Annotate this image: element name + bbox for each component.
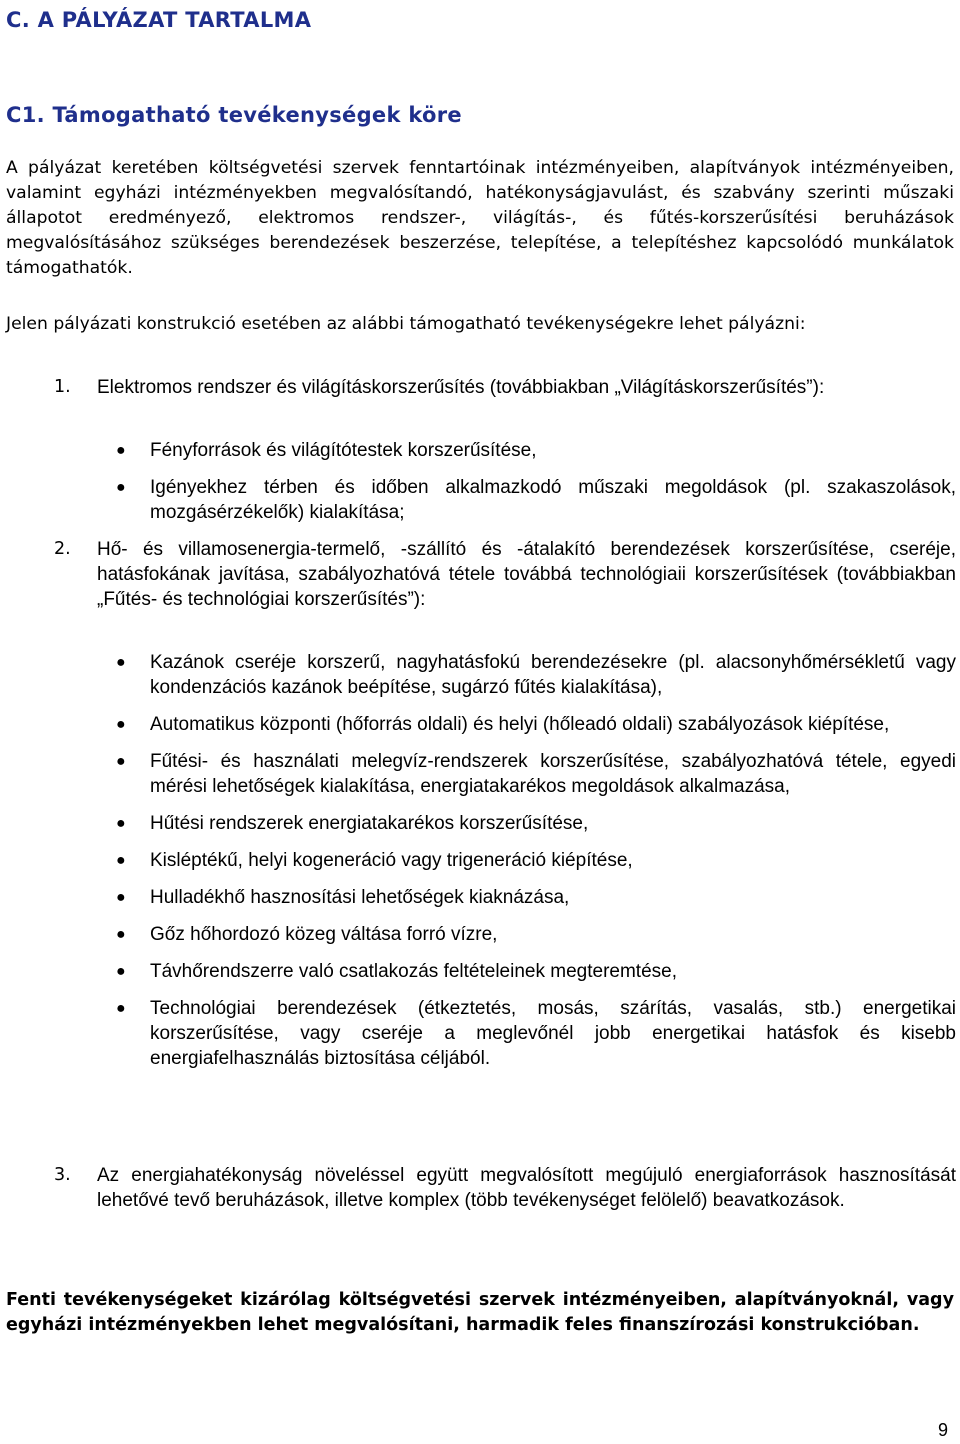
list-item: ● Hűtési rendszerek energiatakarékos korszerűsítése, [116,813,589,834]
list-item: ● Kisléptékű, helyi kogeneráció vagy trigeneráció kiépítése, [116,850,633,871]
bullet-icon: ● [116,442,126,459]
intro-paragraph: A pályázat keretében költségvetési szervek fenntartóinak intézményeiben, alapítványok intézményeiben, valamint egyházi intézményekben megvalósítandó, hatékonyságjavulást, és szabvány szerinti műszaki állapotot eredményező, elektromos rendszer-, világítás-, és fűtés-korszerűsítési beruházások megvalósításához szükséges berendezések beszerzése, telepítése, a telepítéshez kapcsolódó munkálatok támogathatók. [6,158,954,278]
list-item: ● Igényekhez térben és időben alkalmazkodó műszaki megoldások (pl. szakaszolások, mozgásérzékelők) kialakítása; [116,477,956,523]
bullet-icon: ● [116,926,126,943]
list-item: ● Technológiai berendezések (étkeztetés, mosás, szárítás, vasalás, stb.) energetikai korszerűsítése, vagy cseréje a meglevőnél jobb energetikai hatásfok és kisebb energiafelhasználás biztosítása céljából. [116,998,956,1069]
numbered-item-3 [54,1163,956,1213]
closing-paragraph: Fenti tevékenységeket kizárólag költségvetési szervek intézményeiben, alapítványoknál, vagy egyházi intézményekben lehet megvalósítani, harmadik feles finanszírozási konstrukcióban. [6,1290,954,1335]
numbered-item-1 [54,375,956,400]
bullet-icon: ● [116,654,126,671]
item-1-bullet-list [116,438,956,525]
item-text: Az energiahatékonyság növeléssel együtt megvalósított megújuló energiaforrások hasznosítását lehetővé tevő beruházások, illetve komplex (több tevékenységet felölelő) beavatkozások. [97,1165,956,1211]
page-number: 9 [937,1420,948,1440]
item-number: 2. [54,539,71,559]
list-item: ● Kazánok cseréje korszerű, nagyhatásfokú berendezésekre (pl. alacsonyhőmérsékletű vagy kondenzációs kazánok beépítése, sugárzó fűtés kialakítása), [116,652,956,698]
bullet-icon: ● [116,479,126,496]
bullet-icon: ● [116,1000,126,1017]
item-text: Hő- és villamosenergia-termelő, -szállító és -átalakító berendezések korszerűsítése, cseréje, hatásfokának javítása, szabályozhatóvá tétele továbbá technológiaii korszerűsítések (továbbiakban „Fűtés- és technológiai korszerűsítés”): [97,539,956,610]
numbered-item-2 [54,537,956,612]
subsection-title: C1. Támogatható tevékenységek köre [6,103,462,127]
bullet-icon: ● [116,815,126,832]
bullet-icon: ● [116,889,126,906]
item-number: 3. [54,1165,71,1185]
list-item: ● Fényforrások és világítótestek korszerűsítése, [116,440,537,461]
lead-paragraph: Jelen pályázati konstrukció esetében az alábbi támogatható tevékenységekre lehet pályázni: [6,314,806,334]
list-item: ● Automatikus központi (hőforrás oldali) és helyi (hőleadó oldali) szabályozások kiépítése, [116,714,890,735]
item-number: 1. [54,377,71,397]
bullet-icon: ● [116,963,126,980]
list-item: ● Távhőrendszerre való csatlakozás feltételeinek megteremtése, [116,961,677,982]
list-item: ● Fűtési- és használati melegvíz-rendszerek korszerűsítése, szabályozhatóvá tétele, egyedi mérési lehetőségek kialakítása, energiatakarékos megoldások alkalmazása, [116,751,956,797]
item-2-bullet-list [116,650,956,1071]
bullet-icon: ● [116,753,126,770]
item-text: Elektromos rendszer és világításkorszerűsítés (továbbiakban „Világításkorszerűsítés”): [97,377,825,398]
section-title: C. A PÁLYÁZAT TARTALMA [6,8,312,32]
bullet-icon: ● [116,852,126,869]
bullet-icon: ● [116,716,126,733]
list-item: ● Gőz hőhordozó közeg váltása forró vízre, [116,924,498,945]
list-item: ● Hulladékhő hasznosítási lehetőségek kiaknázása, [116,887,570,908]
